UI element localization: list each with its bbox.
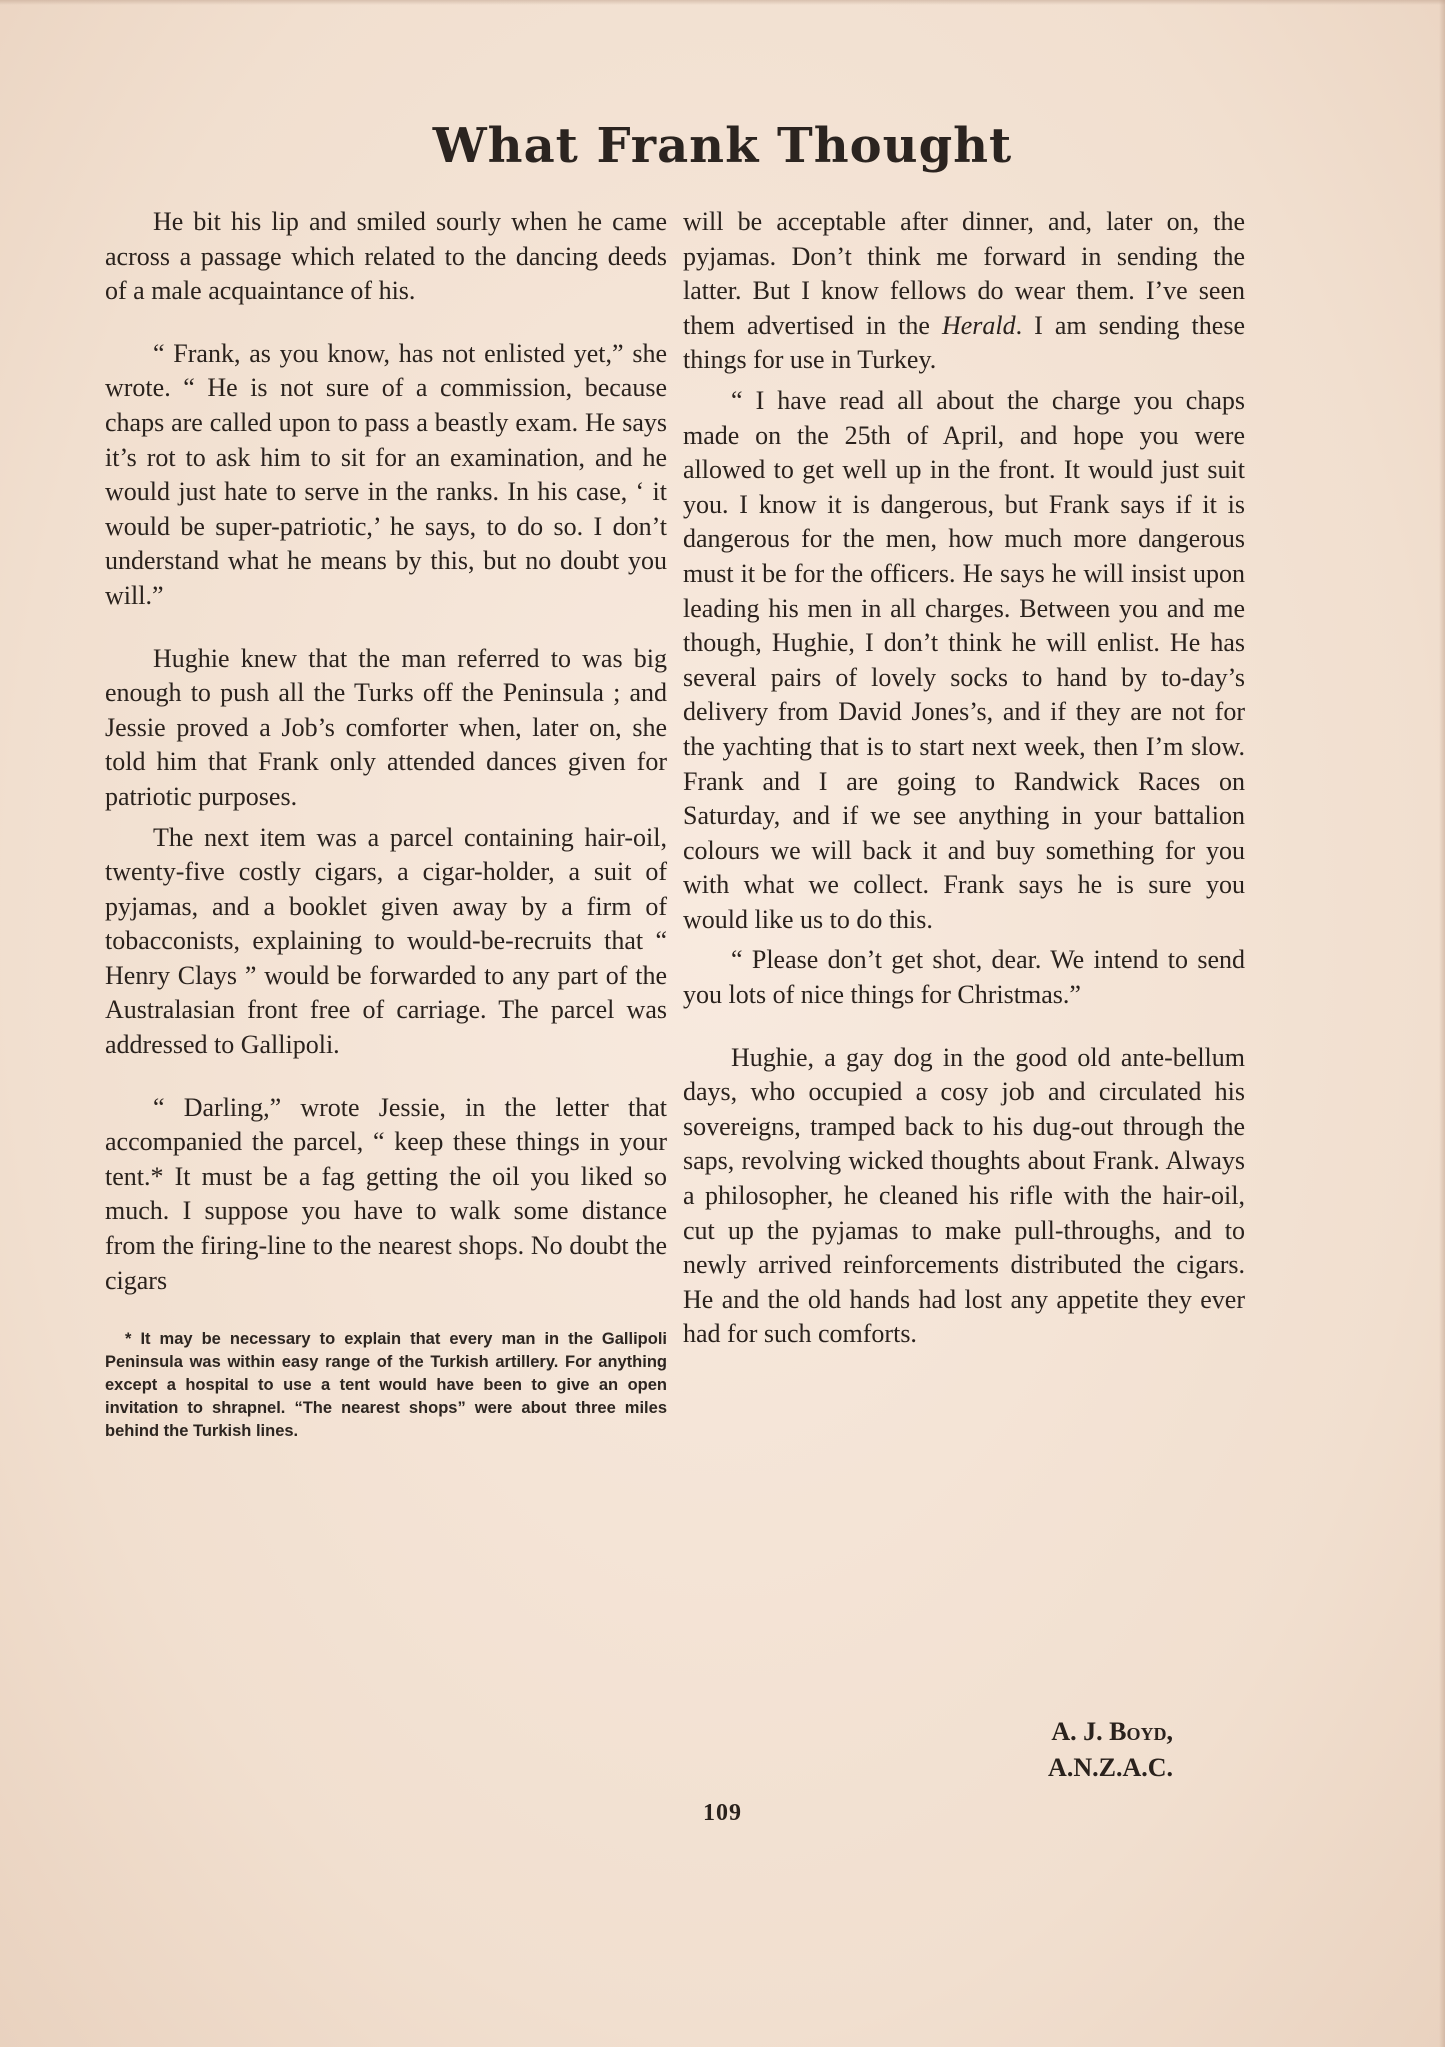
footnote: * It may be necessary to explain that every man in the Gallipoli Peninsula was within easy range of the Turkish artillery. For anything except a hospital to use a tent would have been to give an open invitation to shrapnel. “The nearest shops” were about three miles behind the Turkish lines. (105, 1330, 667, 1441)
paragraph: “ Please don’t get shot, dear. We intend to send you lots of nice things for Christmas.” (683, 945, 1245, 1010)
left-column (105, 205, 667, 1443)
italic-text: Herald (941, 310, 1016, 340)
paragraph: Hughie, a gay dog in the good old ante-bellum days, who occupied a cosy job and circulated his sovereigns, tramped back to his dug-out through the saps, revolving wicked thoughts about Frank. Always a philosopher, he cleaned his rifle with the hair-oil, cut up the pyjamas to make pull-throughs, and to newly arrived reinforcements distributed the cigars. He and the old hands had lost any appetite they ever had for such comforts. (683, 1042, 1245, 1349)
page-edge-top (0, 0, 1445, 5)
paragraph: Hughie knew that the man referred to was big enough to push all the Turks off the Peninsula ; and Jessie proved a Job’s comforter when, later on, she told him that Frank only attended dances given for patriotic purposes. (105, 643, 667, 811)
paragraph: He bit his lip and smiled sourly when he came across a passage which related to the dancing deeds of a male acquaintance of his. (105, 207, 667, 306)
paragraph: “ Darling,” wrote Jessie, in the letter that accompanied the parcel, “ keep these things in your tent.* It must be a fag getting the oil you liked so much. I suppose you have to walk some distance from the firing-line to the nearest shops. No doubt the cigars (105, 1092, 667, 1295)
author-signature (683, 1714, 1173, 1786)
paragraph: The next item was a parcel containing hair-oil, twenty-five costly cigars, a cigar-holder, a suit of pyjamas, and a booklet given away by a firm of tobacconists, explaining to would-be-recruits that “ Henry Clays ” would be forwarded to any part of the Australasian front free of carriage. The parcel was addressed to Gallipoli. (105, 822, 667, 1060)
paragraph: “ Frank, as you know, has not enlisted yet,” she wrote. “ He is not sure of a commission, because chaps are called upon to pass a beastly exam. He says it’s rot to ask him to sit for an examination, and he would just hate to serve in the ranks. In his case, ‘ it would be super-patriotic,’ he says, to do so. I don’t understand what he means by this, but no doubt you will.” (105, 338, 667, 610)
paragraph: “ I have read all about the charge you chaps made on the 25th of April, and hope you were allowed to get well up in the front. It would just suit you. I know it is dangerous, but Frank says if it is dangerous for the men, how much more dangerous must it be for the officers. He says he will insist upon leading his men in all charges. Between you and me though, Hughie, I don’t think he will enlist. He has several pairs of lovely socks to hand by to-day’s delivery from David Jones’s, and if they are not for the yachting that is to start next week, then I’m slow. Frank and I are going to Randwick Races on Saturday, and if we see anything in your battalion colours we will back it and buy something for you with what we collect. Frank says he is sure you would like us to do this. (683, 385, 1245, 934)
article-title: What Frank Thought (432, 118, 1013, 174)
page-edge-right (1439, 0, 1445, 2047)
paragraph (683, 205, 1245, 378)
author-name: A. J. Boyd, (1051, 1717, 1173, 1746)
text-run: . I am sending these things for use in Turkey. (683, 310, 1245, 375)
page-number: 109 (703, 1800, 742, 1826)
author-unit: A.N.Z.A.C. (1048, 1753, 1173, 1782)
right-column (683, 205, 1245, 1352)
text-run: will be acceptable after dinner, and, later on, the pyjamas. Don’t think me forward in sending the latter. But I know fellows do wear them. I’ve seen them advertised in the (683, 207, 1245, 340)
